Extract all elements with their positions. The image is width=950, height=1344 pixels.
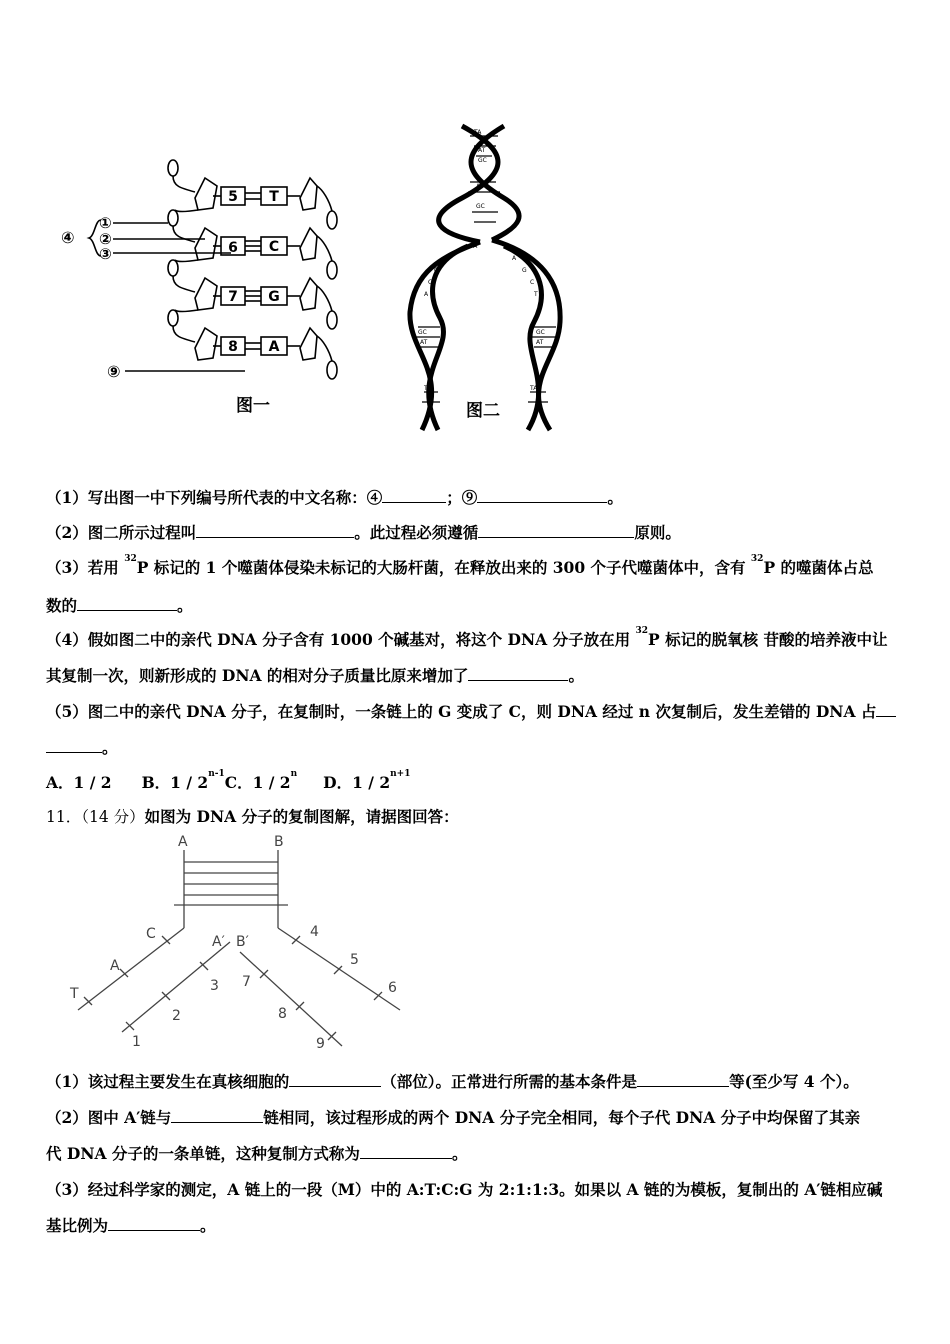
answer-blank-4[interactable]: [382, 488, 446, 503]
q11-prompt: 如图为 DNA 分子的复制图解，请据图回答：: [144, 807, 459, 826]
svg-text:C: C: [428, 279, 433, 286]
option-c[interactable]: C．1 / 2$^n$: [224, 769, 298, 792]
q11-part-1: （1）该过程主要发生在真核细胞的 （部位）。正常进行所需的基本条件是 等(至少写 4 个）。: [46, 1072, 859, 1091]
fork-label-B: B: [274, 834, 284, 850]
figure-1-dna-structure: [55, 150, 355, 410]
sugar-right-1: [300, 178, 317, 210]
q11-part-2: （2）图中 A′链与 链相同，该过程形成的两个 DNA 分子完全相同，每个子代 DNA 分子中均保留了其亲: [46, 1108, 861, 1127]
fork-label-1: 1: [132, 1034, 141, 1050]
svg-text:TA: TA: [470, 243, 478, 250]
sugar-left-4: [195, 328, 217, 360]
fork-label-6: 6: [388, 980, 397, 996]
answer-blank-base-ratio[interactable]: [108, 1216, 200, 1231]
q10-part-1: （1）写出图一中下列编号所代表的中文名称：④ ；⑨ 。: [46, 488, 623, 507]
fork-label-A-prime: A′: [212, 934, 225, 950]
answer-blank-process[interactable]: [196, 523, 354, 538]
svg-text:AT: AT: [476, 183, 484, 190]
fork-label-9: 9: [316, 1036, 325, 1052]
sugar-right-2: [300, 228, 317, 260]
sugar-left-1: [195, 178, 217, 210]
fig1-label-9: ⑨: [107, 362, 121, 381]
fork-label-A-left: A: [110, 958, 120, 974]
svg-text:A: A: [424, 291, 429, 298]
svg-text:TA: TA: [424, 385, 432, 392]
sugar-right-3: [300, 278, 317, 310]
phosphate-left-4: [168, 310, 178, 326]
svg-text:G: G: [434, 267, 439, 274]
fig1-num-5: 5: [228, 189, 238, 205]
q10-part-3: （3）若用 $^{32}$P 标记的 1 个噬菌体侵染未标记的大肠杆菌，在释放出来的 300 个子代噬菌体中，含有 $^{32}$P 的噬菌体占总: [46, 554, 874, 577]
answer-blank-conditions[interactable]: [637, 1072, 729, 1087]
fig1-base-C: C: [268, 239, 280, 255]
svg-text:AT: AT: [420, 339, 428, 346]
q11-part-3b: 基比例为 。: [46, 1216, 216, 1235]
answer-blank-9[interactable]: [477, 488, 607, 503]
q11-heading: [46, 805, 459, 827]
answer-blank-method[interactable]: [360, 1144, 452, 1159]
sugar-left-3: [195, 278, 217, 310]
svg-text:GC: GC: [536, 329, 545, 336]
fork-label-T: T: [70, 986, 79, 1002]
fork-label-3: 3: [210, 978, 219, 994]
fork-label-B-prime: B′: [236, 934, 249, 950]
option-b[interactable]: B．1 / 2$^{n-1}$: [141, 769, 225, 792]
q10-part-5: （5）图二中的亲代 DNA 分子，在复制时，一条链上的 G 变成了 C，则 DNA 经过 n 次复制后，发生差错的 DNA 占: [46, 700, 896, 722]
phosphate-right-3: [327, 311, 337, 329]
q10-part-5b: 。: [46, 736, 118, 758]
phosphate-left-1: [168, 160, 178, 176]
helix-top-strand-1: [439, 126, 498, 242]
fig1-label-4: ④: [61, 228, 75, 247]
phosphate-left-3: [168, 260, 178, 276]
q10-options: [46, 771, 410, 793]
svg-text:AT: AT: [536, 339, 544, 346]
q10-part-4b: 其复制一次，则新形成的 DNA 的相对分子质量比原来增加了 。: [46, 666, 584, 685]
fig1-label-1: ①: [99, 214, 112, 232]
answer-blank-strand[interactable]: [171, 1108, 263, 1123]
sugar-right-4: [300, 328, 317, 360]
phosphate-right-4: [327, 361, 337, 379]
q10-part-2: （2）图二所示过程叫 。此过程必须遵循 原则。: [46, 523, 681, 542]
fig1-base-G: G: [268, 289, 280, 305]
fig1-num-6: 6: [228, 240, 238, 256]
fig1-num-8: 8: [228, 339, 238, 355]
figure-1-caption: 图一: [236, 396, 270, 416]
svg-text:GC: GC: [478, 157, 487, 164]
svg-text:TA: TA: [530, 385, 538, 392]
svg-text:G: G: [522, 267, 527, 274]
fork-label-8: 8: [278, 1006, 287, 1022]
fork-label-5: 5: [350, 952, 359, 968]
fig1-num-7: 7: [228, 289, 238, 305]
phosphate-right-2: [327, 261, 337, 279]
answer-blank-principle[interactable]: [478, 523, 634, 538]
figure-dna-replication-fork: [60, 832, 420, 1060]
q10-part-4: （4）假如图二中的亲代 DNA 分子含有 1000 个碱基对，将这个 DNA 分子放在用 $^{32}$P 标记的脱氧核 苷酸的培养液中让: [46, 626, 888, 649]
phosphate-left-2: [168, 210, 178, 226]
q11-part-2b: 代 DNA 分子的一条单链，这种复制方式称为 。: [46, 1144, 468, 1163]
svg-text:GC: GC: [476, 203, 485, 210]
answer-blank-error-a[interactable]: [876, 702, 896, 717]
svg-text:T: T: [444, 257, 448, 264]
svg-text:GC: GC: [418, 329, 427, 336]
svg-text:T: T: [534, 291, 538, 298]
fork-label-2: 2: [172, 1008, 181, 1024]
answer-blank-error-b[interactable]: [46, 738, 102, 753]
figure-2-caption: 图二: [466, 401, 500, 421]
fork-label-7: 7: [242, 974, 251, 990]
svg-text:A: A: [512, 255, 517, 262]
svg-text:TA: TA: [474, 129, 482, 136]
q11-score: （14 分）: [81, 808, 145, 826]
fig1-base-T: T: [269, 189, 279, 205]
q11-number: 11．: [46, 808, 82, 826]
fork-label-4: 4: [310, 924, 319, 940]
answer-blank-ratio[interactable]: [77, 596, 177, 611]
option-d[interactable]: D．$1 / 2^{n+1}$: [323, 769, 411, 792]
fig1-label-3: ③: [99, 245, 112, 263]
q10-part-3b: 数的 。: [46, 596, 193, 615]
fork-label-C: C: [146, 926, 156, 942]
figure-2-dna-replication: [400, 122, 580, 432]
option-a[interactable]: A．1 / 2: [46, 773, 112, 792]
svg-text:AT: AT: [478, 147, 486, 154]
svg-text:C: C: [530, 279, 535, 286]
fork-label-A: A: [178, 834, 188, 850]
phosphate-right-1: [327, 211, 337, 229]
answer-blank-mass[interactable]: [468, 666, 568, 681]
answer-blank-location[interactable]: [289, 1072, 381, 1087]
fig1-label-2: ②: [99, 230, 112, 248]
sugar-left-2: [195, 228, 217, 260]
q11-part-3: （3）经过科学家的测定，A 链上的一段（M）中的 A:T:C:G 为 2:1:1:3。如果以 A 链的为模板，复制出的 A′链相应碱: [46, 1180, 883, 1199]
fig1-base-A: A: [268, 339, 280, 355]
